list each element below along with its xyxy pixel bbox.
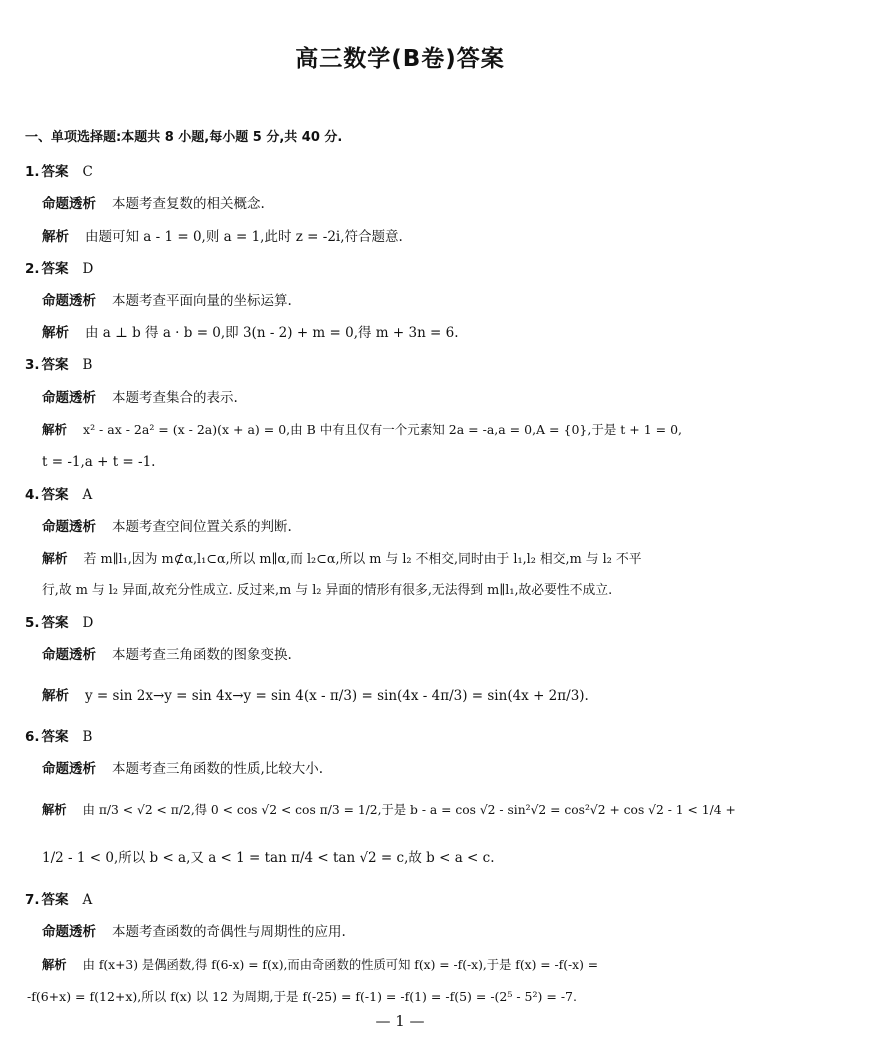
page-title: 高三数学(B卷)答案 bbox=[295, 46, 505, 72]
intent-label: 命题透析 bbox=[42, 924, 96, 940]
question-4-analysis-continued: 行,故 m 与 l₂ 异面,故充分性成立. 反过来,m 与 l₂ 异面的情形有很多,无法得到 m∥l₁,故必要性不成立. bbox=[42, 583, 613, 598]
question-1-intent bbox=[42, 194, 265, 214]
answer-value: C bbox=[82, 164, 93, 180]
analysis-label: 解析 bbox=[42, 229, 69, 245]
intent-label: 命题透析 bbox=[42, 196, 96, 212]
question-3-analysis bbox=[42, 420, 682, 440]
question-3-answer-row bbox=[25, 355, 92, 375]
analysis-text: y = sin 2x→y = sin 4x→y = sin 4(x - π/3) = sin(4x - 4π/3) = sin(4x + 2π/3). bbox=[85, 688, 589, 704]
answer-value: B bbox=[82, 729, 93, 745]
intent-text: 本题考查复数的相关概念. bbox=[112, 196, 265, 212]
answer-value: A bbox=[82, 487, 93, 503]
question-number: 7. bbox=[25, 892, 40, 908]
question-number: 4. bbox=[25, 487, 40, 503]
analysis-label: 解析 bbox=[42, 552, 68, 567]
question-number: 2. bbox=[25, 261, 40, 277]
question-5-intent bbox=[42, 645, 292, 665]
question-1-answer-row bbox=[25, 162, 93, 182]
analysis-text: x² - ax - 2a² = (x - 2a)(x + a) = 0,由 B 中有且仅有一个元素知 2a = -a,a = 0,A = {0},于是 t + 1 = 0, bbox=[83, 422, 683, 437]
question-4-answer-row bbox=[25, 485, 92, 505]
answer-value: D bbox=[82, 615, 94, 631]
answer-label: 答案 bbox=[41, 892, 69, 908]
page-number: — 1 — bbox=[375, 1012, 425, 1030]
question-2-analysis bbox=[42, 323, 459, 343]
analysis-text: 若 m∥l₁,因为 m⊄α,l₁⊂α,所以 m∥α,而 l₂⊂α,所以 m 与 l₂ 不相交,同时由于 l₁,l₂ 相交,m 与 l₂ 不平 bbox=[83, 552, 642, 567]
question-4-intent bbox=[42, 517, 292, 537]
answer-label: 答案 bbox=[41, 357, 69, 373]
answer-value: D bbox=[82, 261, 94, 277]
analysis-label: 解析 bbox=[42, 803, 67, 817]
question-number: 3. bbox=[25, 357, 40, 373]
answer-label: 答案 bbox=[41, 487, 69, 503]
answer-label: 答案 bbox=[41, 164, 69, 180]
question-3-analysis-continued: t = -1,a + t = -1. bbox=[42, 454, 156, 470]
question-5-analysis bbox=[42, 686, 589, 706]
intent-text: 本题考查集合的表示. bbox=[112, 390, 238, 406]
question-2-answer-row bbox=[25, 259, 93, 279]
analysis-text: 由 f(x+3) 是偶函数,得 f(6-x) = f(x),而由奇函数的性质可知 f(x) = -f(-x),于是 f(x) = -f(-x) = bbox=[82, 958, 599, 972]
question-4-analysis bbox=[42, 550, 642, 570]
question-6-analysis bbox=[42, 800, 736, 820]
analysis-text: 由 a ⊥ b 得 a · b = 0,即 3(n - 2) + m = 0,得 m + 3n = 6. bbox=[85, 325, 459, 341]
question-2-intent bbox=[42, 291, 292, 311]
question-7-analysis-continued: -f(6+x) = f(12+x),所以 f(x) 以 12 为周期,于是 f(-25) = f(-1) = -f(1) = -f(5) = -(2⁵ - 5²) = -7. bbox=[27, 989, 577, 1004]
answer-value: B bbox=[82, 357, 93, 373]
intent-label: 命题透析 bbox=[42, 390, 96, 406]
intent-label: 命题透析 bbox=[42, 519, 96, 535]
question-number: 1. bbox=[25, 164, 40, 180]
question-number: 6. bbox=[25, 729, 40, 745]
question-7-intent bbox=[42, 922, 346, 942]
question-1-analysis bbox=[42, 227, 403, 247]
intent-label: 命题透析 bbox=[42, 293, 96, 309]
intent-text: 本题考查空间位置关系的判断. bbox=[112, 519, 292, 535]
question-7-analysis bbox=[42, 955, 598, 975]
analysis-text: 由 π/3 < √2 < π/2,得 0 < cos √2 < cos π/3 = 1/2,于是 b - a = cos √2 - sin²√2 = cos²√2 + cos √2 - 1 < 1/4 + bbox=[82, 803, 736, 817]
analysis-label: 解析 bbox=[42, 325, 69, 341]
intent-text: 本题考查三角函数的图象变换. bbox=[112, 647, 292, 663]
analysis-label: 解析 bbox=[42, 422, 68, 437]
analysis-label: 解析 bbox=[42, 958, 67, 972]
intent-text: 本题考查三角函数的性质,比较大小. bbox=[112, 761, 324, 777]
intent-text: 本题考查平面向量的坐标运算. bbox=[112, 293, 292, 309]
question-6-analysis-continued: 1/2 - 1 < 0,所以 b < a,又 a < 1 = tan π/4 < tan √2 = c,故 b < a < c. bbox=[42, 850, 495, 866]
intent-label: 命题透析 bbox=[42, 647, 96, 663]
question-6-answer-row bbox=[25, 727, 92, 747]
answer-label: 答案 bbox=[41, 729, 69, 745]
analysis-text: 由题可知 a - 1 = 0,则 a = 1,此时 z = -2i,符合题意. bbox=[85, 229, 403, 245]
intent-text: 本题考查函数的奇偶性与周期性的应用. bbox=[112, 924, 346, 940]
answer-label: 答案 bbox=[41, 615, 69, 631]
answer-value: A bbox=[82, 892, 93, 908]
answer-label: 答案 bbox=[41, 261, 69, 277]
question-7-answer-row bbox=[25, 890, 92, 910]
question-6-intent bbox=[42, 759, 323, 779]
analysis-label: 解析 bbox=[42, 688, 69, 704]
section-heading: 一、单项选择题:本题共 8 小题,每小题 5 分,共 40 分. bbox=[25, 130, 343, 145]
question-3-intent bbox=[42, 388, 238, 408]
question-5-answer-row bbox=[25, 613, 93, 633]
intent-label: 命题透析 bbox=[42, 761, 96, 777]
question-number: 5. bbox=[25, 615, 40, 631]
